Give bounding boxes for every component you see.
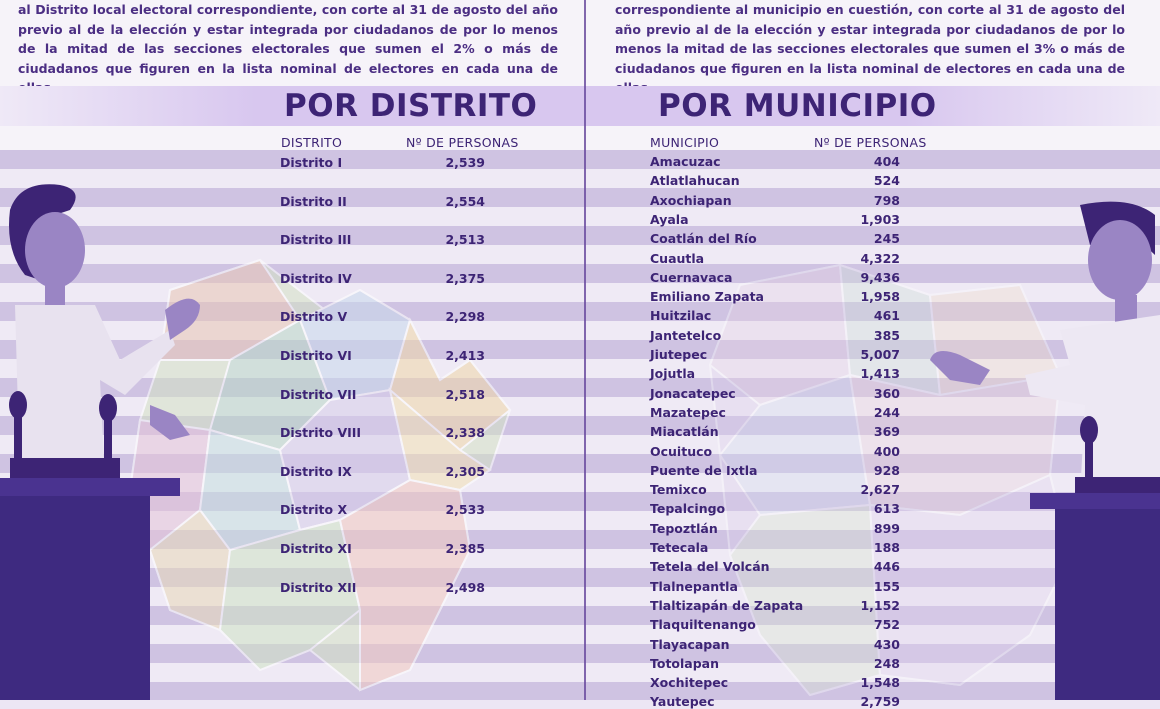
district-name: Distrito VI <box>280 348 352 363</box>
municipality-section-title: POR MUNICIPIO <box>658 88 937 124</box>
municipality-count: 248 <box>873 655 900 671</box>
municipality-name: Tepalcingo <box>650 501 726 517</box>
district-count: 2,413 <box>445 348 485 363</box>
district-name: Distrito II <box>280 193 347 209</box>
municipality-count: 400 <box>873 443 900 459</box>
title-band <box>0 86 1160 126</box>
municipality-name: Huitzilac <box>650 308 712 324</box>
district-count: 2,498 <box>445 579 485 595</box>
district-name: Distrito IV <box>280 270 352 286</box>
municipality-name: Amacuzac <box>650 154 721 169</box>
municipality-count: 2,627 <box>860 482 900 498</box>
municipality-count: 613 <box>873 501 900 517</box>
speaker-right-illustration <box>930 195 1160 700</box>
municipality-count: 155 <box>873 578 900 594</box>
municipality-count: 188 <box>873 540 900 555</box>
municipality-name: Mazatepec <box>650 404 726 420</box>
municipality-count: 752 <box>873 617 900 633</box>
municipality-count: 1,903 <box>860 211 900 227</box>
municipality-count: 9,436 <box>860 269 900 285</box>
municipality-count: 369 <box>873 424 900 440</box>
municipality-count: 245 <box>873 231 900 247</box>
district-name: Distrito IX <box>280 463 352 479</box>
municipality-name: Ayala <box>650 211 689 227</box>
municipality-name: Miacatlán <box>650 424 719 440</box>
municipality-count: 446 <box>873 559 900 575</box>
municipality-name: Tetela del Volcán <box>650 559 770 575</box>
district-name: Distrito III <box>280 232 352 248</box>
district-name: Distrito VII <box>280 386 357 402</box>
district-requirements-text: al Distrito local electoral correspondiente, con corte al 31 de agosto del año previo al de la elección y estar integrada por ciudadanos de por lo menos de la mitad de las secciones electorales que sumen el 2% o más de ciudadanos que figuren en la lista nominal de electores en cada una de <box>18 2 558 76</box>
district-count: 2,338 <box>445 425 485 441</box>
municipality-count: 928 <box>873 462 900 478</box>
district-column-header: DISTRITO <box>281 135 343 150</box>
municipality-name: Tlaltizapán de Zapata <box>650 597 804 613</box>
municipality-count: 1,548 <box>860 675 900 691</box>
district-count: 2,539 <box>445 155 485 170</box>
municipality-count: 385 <box>873 327 900 343</box>
municipality-name: Jojutla <box>650 366 696 382</box>
district-count: 2,375 <box>445 270 485 286</box>
district-count-header: Nº DE PERSONAS <box>406 135 519 150</box>
municipality-count: 430 <box>873 636 900 652</box>
municipality-name: Jiutepec <box>650 347 708 362</box>
district-count: 2,533 <box>445 502 485 518</box>
municipality-name: Temixco <box>650 482 707 498</box>
district-name: Distrito X <box>280 502 348 518</box>
municipality-name: Totolapan <box>650 655 720 671</box>
municipality-count: 2,759 <box>860 694 900 709</box>
municipality-name: Jonacatepec <box>650 385 736 401</box>
municipality-name: Tepoztlán <box>650 520 718 536</box>
municipality-count-header: Nº DE PERSONAS <box>814 135 927 150</box>
municipality-count: 1,152 <box>860 597 900 613</box>
district-count: 2,305 <box>445 463 485 479</box>
district-name: Distrito VIII <box>280 425 362 441</box>
municipality-count: 524 <box>873 173 900 189</box>
municipality-name: Jantetelco <box>650 327 722 343</box>
municipality-name: Tlayacapan <box>650 636 730 652</box>
municipality-name: Emiliano Zapata <box>650 289 764 305</box>
municipality-count: 1,958 <box>860 289 900 305</box>
municipality-count: 404 <box>873 154 900 169</box>
municipality-name: Atlatlahucan <box>650 173 740 189</box>
district-name: Distrito I <box>280 155 343 170</box>
municipality-count: 798 <box>873 192 900 208</box>
district-name: Distrito XI <box>280 541 352 556</box>
municipality-name: Cuautla <box>650 250 705 266</box>
district-count: 2,518 <box>445 386 485 402</box>
district-count: 2,298 <box>445 309 485 325</box>
municipality-name: Xochitepec <box>650 675 729 691</box>
municipality-requirements-text: correspondiente al municipio en cuestión, con corte al 31 de agosto del año previo al de la elección y estar integrada por ciudadanos de por lo menos la mitad de las secciones electorales que sumen el 3% o más de ciudadanos que figuren en la lista nominal de electores en cada una de <box>615 2 1125 76</box>
municipality-count: 461 <box>873 308 900 324</box>
municipality-count: 899 <box>873 520 900 536</box>
district-count: 2,385 <box>445 541 485 556</box>
municipality-name: Cuernavaca <box>650 269 733 285</box>
municipality-column-header: MUNICIPIO <box>650 135 720 150</box>
municipality-count: 1,413 <box>860 366 900 382</box>
municipality-count: 244 <box>873 404 900 420</box>
municipality-name: Tetecala <box>650 540 709 555</box>
municipality-name: Ocuituco <box>650 443 713 459</box>
municipality-count: 360 <box>873 385 900 401</box>
district-count: 2,554 <box>445 193 485 209</box>
district-count: 2,513 <box>445 232 485 248</box>
municipality-name: Axochiapan <box>650 192 732 208</box>
district-section-title: POR DISTRITO <box>284 88 538 124</box>
district-name: Distrito XII <box>280 579 357 595</box>
municipality-name: Puente de Ixtla <box>650 462 758 478</box>
district-name: Distrito V <box>280 309 348 325</box>
municipality-name: Coatlán del Río <box>650 231 757 247</box>
municipality-name: Tlalnepantla <box>650 578 738 594</box>
municipality-name: Yautepec <box>650 694 715 709</box>
municipality-name: Tlaquiltenango <box>650 617 756 633</box>
municipality-count: 5,007 <box>860 347 900 362</box>
speaker-left-illustration <box>0 180 200 700</box>
column-divider <box>584 0 586 700</box>
municipality-count: 4,322 <box>860 250 900 266</box>
